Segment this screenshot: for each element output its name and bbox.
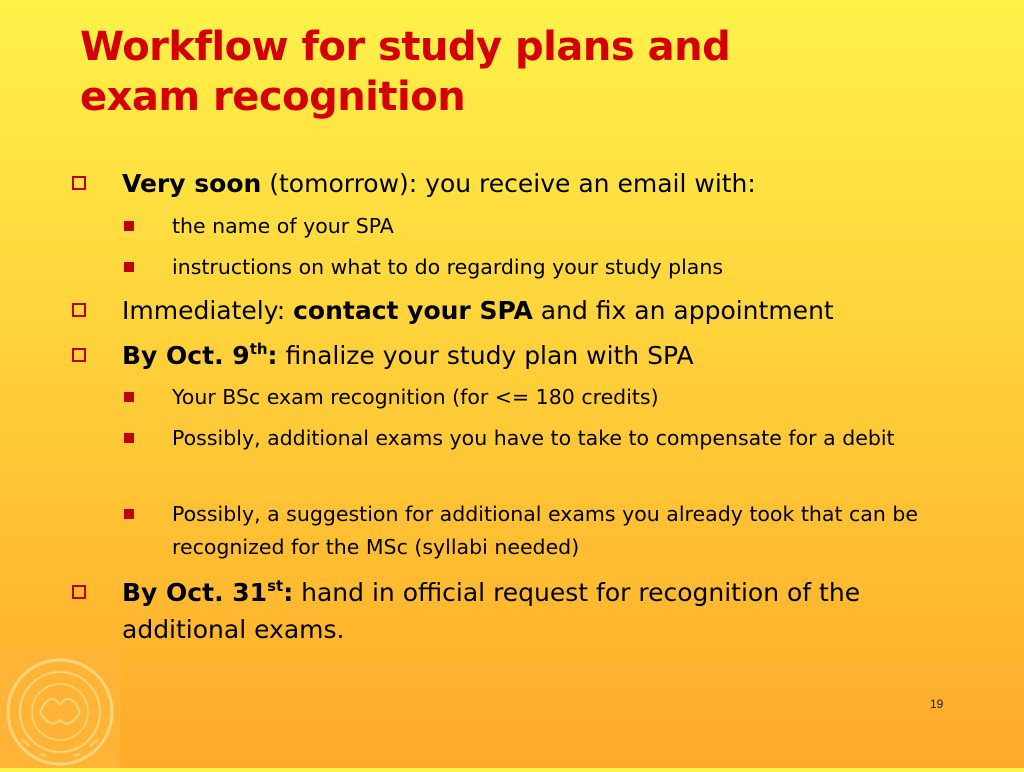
filled-square-bullet-icon <box>124 392 134 402</box>
bullet-very-soon <box>72 165 952 202</box>
slide-title <box>80 22 980 122</box>
bullet-bold <box>122 578 293 607</box>
hollow-square-bullet-icon <box>72 585 86 599</box>
filled-square-bullet-icon <box>124 221 134 231</box>
hollow-square-bullet-icon <box>72 348 86 362</box>
filled-square-bullet-icon <box>124 433 134 443</box>
hollow-square-bullet-icon <box>72 176 86 190</box>
sub-bullet-suggestion <box>124 498 924 564</box>
sub-bullet-instructions <box>124 251 924 284</box>
sub-bullet-spa-name <box>124 210 924 243</box>
bullet-text: and fix an appointment <box>532 296 834 325</box>
bullet-bold: contact your SPA <box>293 296 533 325</box>
bullet-bold: Very soon <box>122 169 262 198</box>
bullet-oct-9 <box>72 337 952 374</box>
bullet-colon: : <box>267 341 278 370</box>
bullet-text: finalize your study plan with SPA <box>277 341 694 370</box>
hollow-square-bullet-icon <box>72 303 86 317</box>
sub-bullet-text: instructions on what to do regarding your study plans <box>172 255 724 279</box>
bullet-immediately <box>72 292 952 329</box>
bullet-bold <box>122 341 278 370</box>
ordinal-suffix: th <box>249 340 268 358</box>
sub-bullet-text: Your BSc exam recognition (for <= 180 credits) <box>172 385 659 409</box>
page-number: 19 <box>930 697 944 711</box>
sub-bullet-text: Possibly, a suggestion for additional exams you already took that can be recognized for the MSc (syllabi needed) <box>172 502 918 559</box>
sub-bullet-additional-exams <box>124 422 924 455</box>
university-seal-icon <box>0 650 120 768</box>
filled-square-bullet-icon <box>124 262 134 272</box>
bullet-text: hand in official request for recognition of the additional exams. <box>122 578 861 644</box>
sub-bullet-text: the name of your SPA <box>172 214 394 238</box>
filled-square-bullet-icon <box>124 509 134 519</box>
title-line-2: exam recognition <box>80 74 466 120</box>
bullet-colon: : <box>283 578 294 607</box>
bullet-date: By Oct. 31 <box>122 578 268 607</box>
sub-bullet-text: Possibly, additional exams you have to take to compensate for a debit <box>172 426 895 450</box>
sub-bullet-bsc-recognition <box>124 381 924 414</box>
bullet-prefix: Immediately: <box>122 296 294 325</box>
bullet-date: By Oct. 9 <box>122 341 250 370</box>
title-line-1: Workflow for study plans and <box>80 24 731 70</box>
bullet-text: (tomorrow): you receive an email with: <box>261 169 756 198</box>
bullet-oct-31 <box>72 574 952 648</box>
ordinal-suffix: st <box>267 577 284 595</box>
